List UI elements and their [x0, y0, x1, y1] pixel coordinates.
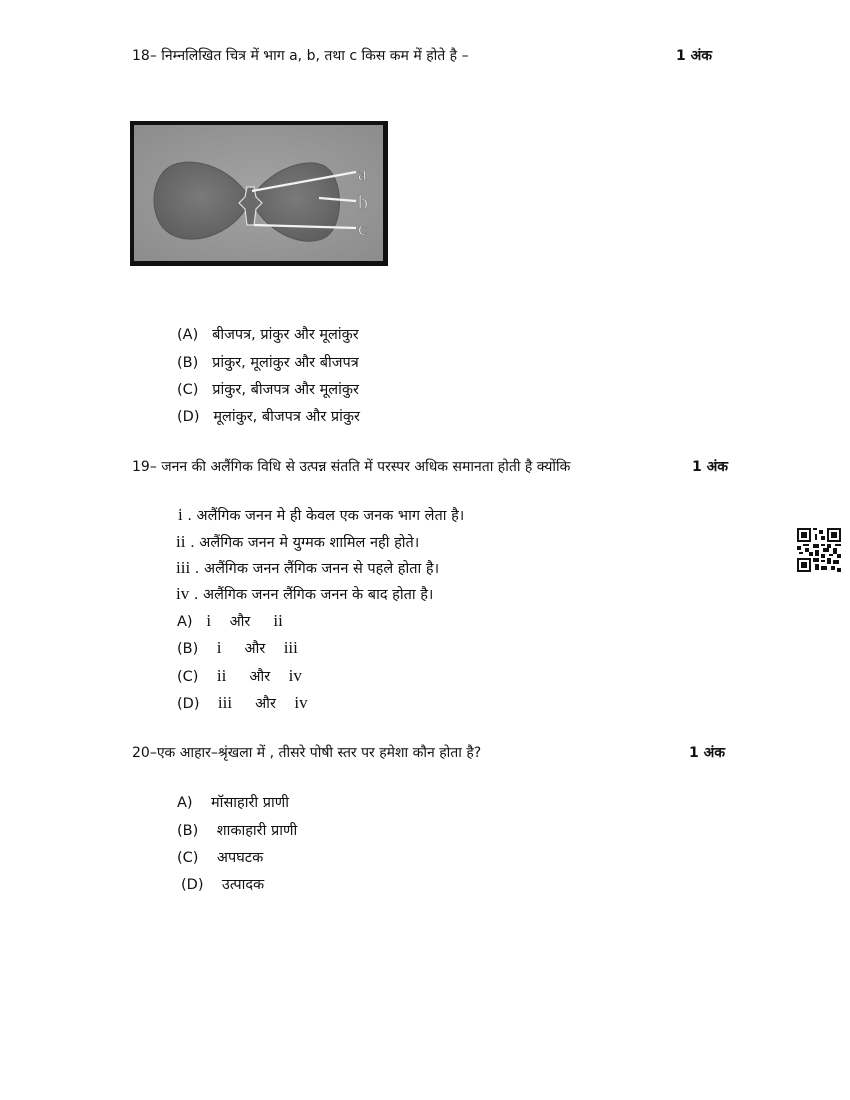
q19-option-c: [177, 666, 302, 686]
option-second: iii: [283, 638, 298, 657]
option-text: प्रांकुर, मूलांकुर और बीजपत्र: [212, 355, 359, 371]
option-key: (D): [181, 877, 204, 893]
option-key: (A): [177, 327, 199, 343]
q19-marks: 1 अंक: [692, 459, 729, 475]
option-key: (C): [177, 850, 199, 866]
option-text: प्रांकुर, बीजपत्र और मूलांकुर: [212, 382, 359, 398]
option-and: और: [229, 614, 251, 630]
seed-figure: [130, 121, 388, 266]
option-first: i: [216, 638, 222, 657]
option-second: iv: [288, 666, 302, 685]
option-and: और: [244, 641, 266, 657]
option-key: (C): [177, 382, 199, 398]
q18-option-a: [177, 324, 359, 344]
q20-question: 20–एक आहार–श्रृंखला में , तीसरे पोषी स्तर पर हमेशा कौन होता है?: [132, 745, 482, 761]
statement-number: i: [178, 505, 183, 524]
option-and: और: [249, 669, 271, 685]
statement-text: . अलैंगिक जनन मे ही केवल एक जनक भाग लेता है।: [187, 508, 465, 524]
option-text: उत्पादक: [221, 877, 265, 893]
statement-number: iv: [176, 584, 190, 603]
option-text: बीजपत्र, प्रांकुर और मूलांकुर: [212, 327, 359, 343]
option-key: (D): [177, 409, 200, 425]
option-key: (C): [177, 669, 199, 685]
q20-option-b: [177, 820, 297, 840]
option-key: (B): [177, 823, 199, 839]
option-and: और: [255, 696, 276, 712]
statement-text: . अलैंगिक जनन लैंगिक जनन के बाद होता है।: [193, 587, 434, 603]
option-first: iii: [217, 693, 233, 712]
statement-number: ii: [176, 532, 186, 551]
option-key: (D): [177, 696, 200, 712]
q20-option-d: [181, 874, 264, 894]
option-key: A): [177, 795, 193, 811]
option-key: (B): [177, 355, 199, 371]
q18-question: 18– निम्नलिखित चित्र में भाग a, b, तथा c किस कम में होते है –: [132, 48, 469, 64]
option-first: ii: [216, 666, 227, 685]
statement-text: . अलैंगिक जनन लैंगिक जनन से पहले होता है।: [194, 561, 440, 577]
q19-statement-iv: [176, 584, 433, 604]
q18-option-c: [177, 379, 359, 399]
q19-option-b: [177, 638, 298, 658]
option-second: ii: [273, 611, 283, 630]
option-key: (B): [177, 641, 199, 657]
option-first: i: [206, 611, 212, 630]
statement-text: . अलैंगिक जनन मे युग्मक शामिल नही होते।: [190, 535, 420, 551]
q19-option-a: [177, 611, 283, 631]
q20-option-a: [177, 792, 289, 812]
option-text: अपघटक: [216, 850, 264, 866]
q19-statement-i: [178, 505, 464, 525]
option-text: मूलांकुर, बीजपत्र और प्रांकुर: [213, 409, 360, 425]
q20-marks: 1 अंक: [689, 745, 726, 761]
q19-statement-iii: [176, 558, 439, 578]
label-b: b: [358, 192, 368, 214]
option-text: मॉसाहारी प्राणी: [211, 795, 289, 811]
statement-number: iii: [176, 558, 191, 577]
q18-marks: 1 अंक: [676, 48, 713, 64]
option-text: शाकाहारी प्राणी: [216, 823, 298, 839]
q18-option-d: [177, 406, 360, 426]
q19-option-d: [177, 693, 308, 713]
q20-option-c: [177, 847, 263, 867]
dicot-seed-image: [134, 125, 383, 261]
qr-code-icon: [797, 528, 841, 572]
label-c: c: [358, 218, 367, 240]
option-key: A): [177, 614, 193, 630]
q19-statement-ii: [176, 532, 419, 552]
q19-question: 19– जनन की अलैंगिक विधि से उत्पन्न संतति में परस्पर अधिक समानता होती है क्योंकि: [132, 459, 571, 475]
label-a: a: [358, 163, 367, 185]
q18-option-b: [177, 352, 359, 372]
option-second: iv: [294, 693, 308, 712]
